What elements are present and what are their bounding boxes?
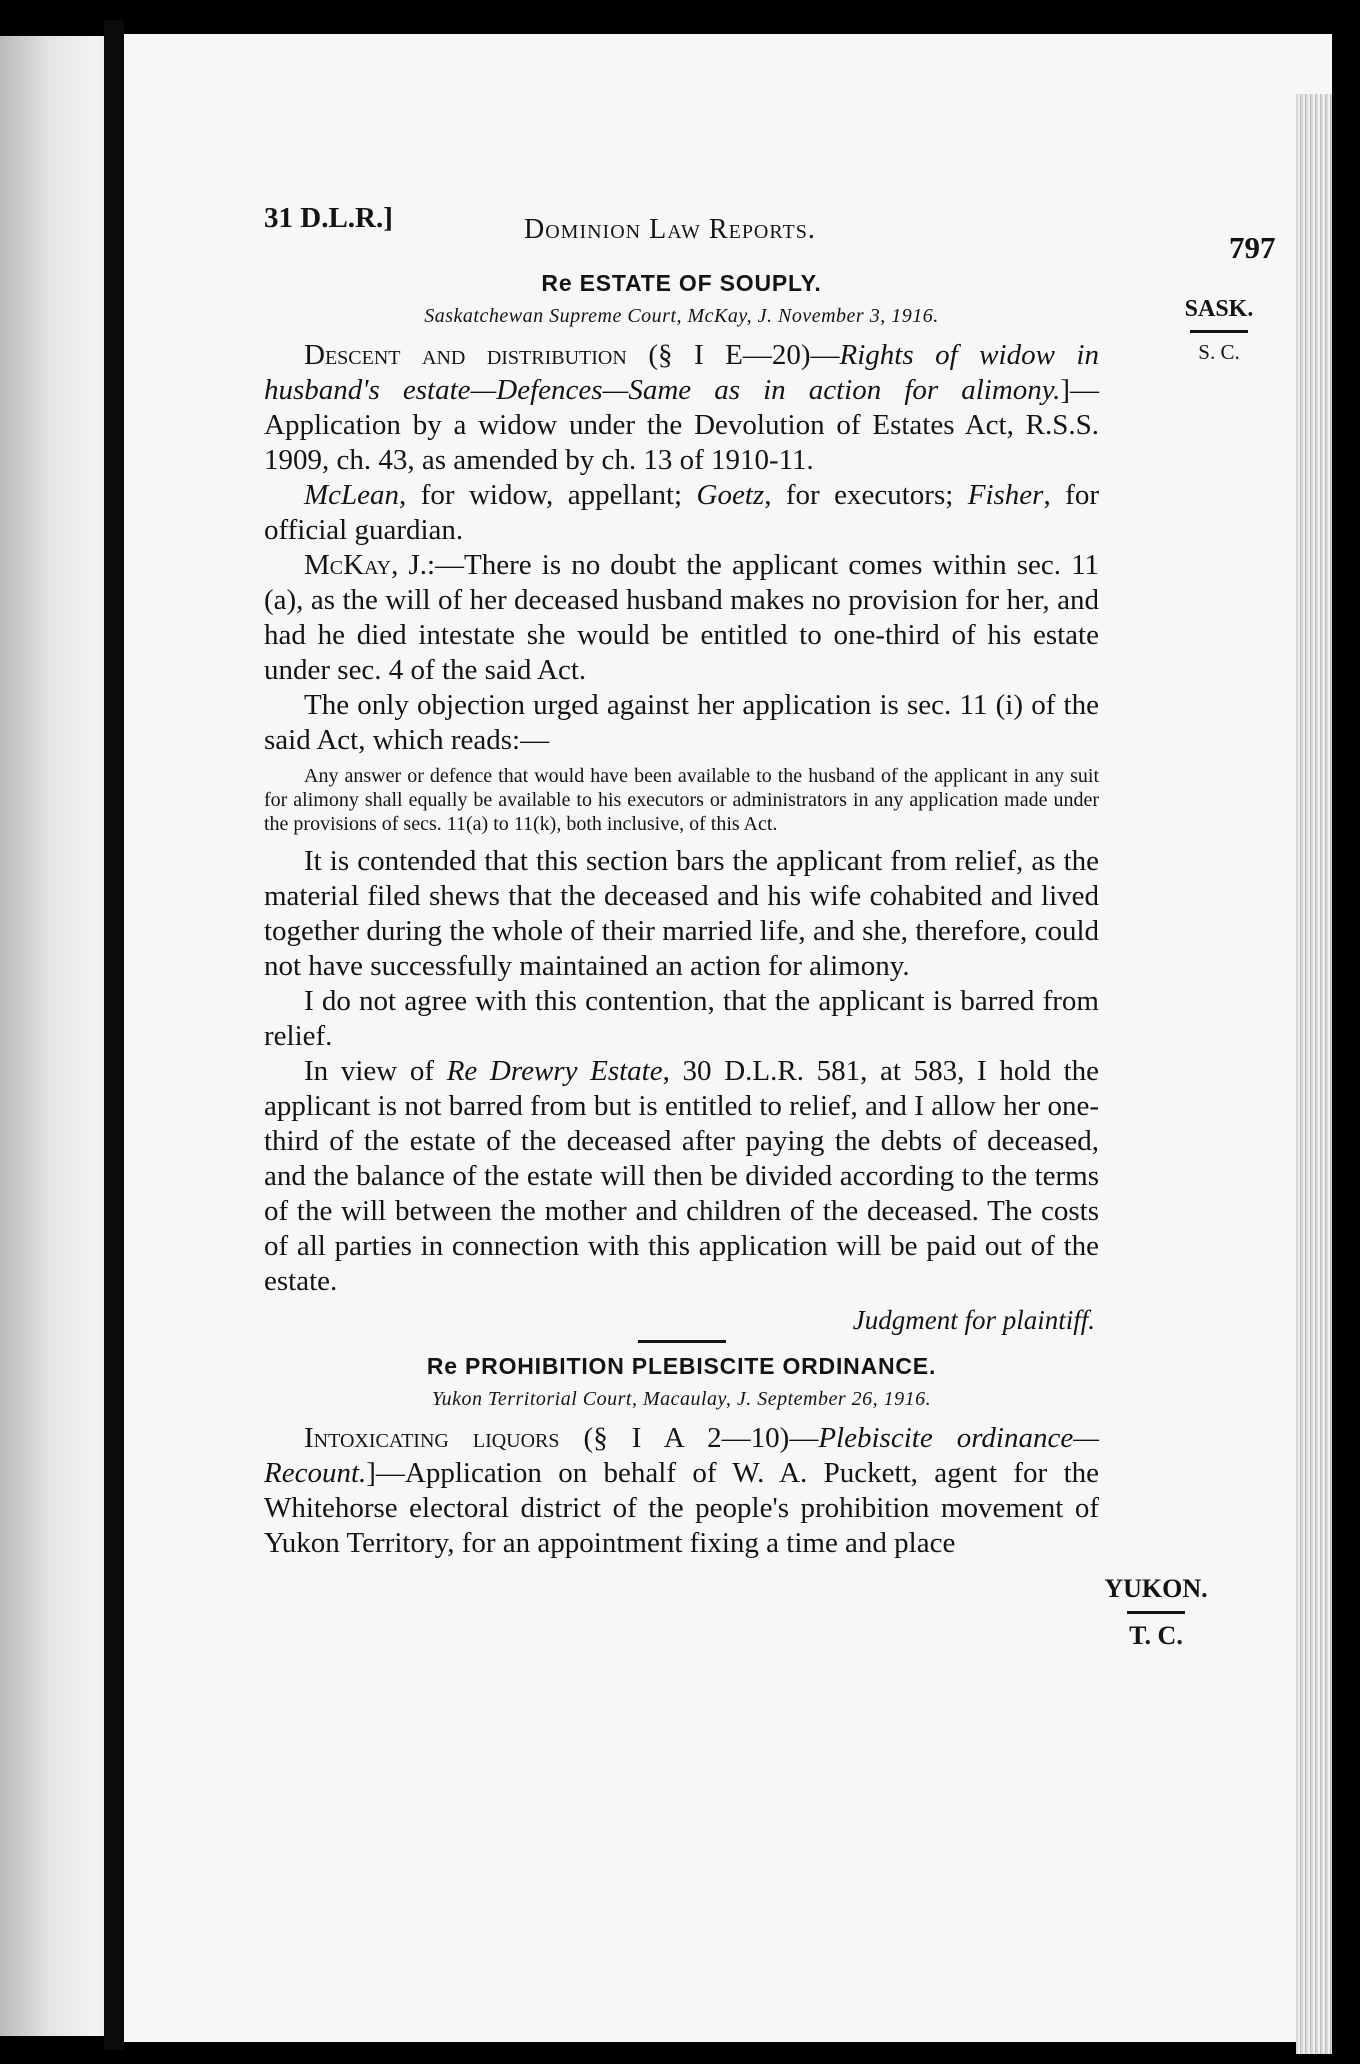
margin-court: T. C.	[1129, 1621, 1183, 1650]
case-title: Re ESTATE OF SOUPLY.	[541, 270, 822, 296]
book-spine	[104, 20, 124, 2050]
headnote-text: ]—Application on behalf of W. A. Puckett, agent for the Whitehorse electoral district of the people's prohibition movement of Yukon Territory, for an appointment fixing a time and place	[264, 1457, 1099, 1559]
paragraph-text: , 30 D.L.R. 581, at 583, I hold the applicant is not barred from but is entitled to relief, and I allow her one-third of the estate of the deceased after paying the debts of deceased, and the balance of the estate will then be divided according to the terms of the will between the mother and children of the deceased. The costs of all parties in connection with this application will be paid out of the estate.	[264, 1055, 1100, 1297]
page-stack-edge	[1296, 94, 1332, 2054]
headnote-italic: Rights of widow in husband's estate—Defences—Same as in action for alimony.	[264, 339, 1099, 406]
margin-rule	[1127, 1611, 1185, 1614]
margin-court: S. C.	[1198, 340, 1240, 364]
volume-reference: 31 D.L.R.]	[264, 202, 393, 234]
headnote-topic: Intoxicating liquors	[304, 1422, 560, 1454]
text-column	[264, 270, 1099, 1561]
headnote	[264, 338, 1099, 478]
case-separator	[638, 1340, 726, 1343]
running-title: Dominion Law Reports.	[524, 214, 816, 245]
paragraph-text: :—There is no doubt the applicant comes within sec. 11 (a), as the will of her deceased husband makes no provision for her, and had he died intestate she would be entitled to one-third of his estate under sec. 4 of the said Act.	[264, 549, 1099, 686]
headnote-italic: Plebiscite ordinance—Recount.	[264, 1422, 1100, 1489]
counsel-name: McLean	[304, 479, 400, 511]
opinion-paragraph: The only objection urged against her application is sec. 11 (i) of the said Act, which reads:—	[264, 689, 1099, 756]
margin-note-yukon	[1096, 1574, 1216, 1651]
counsel-role: , for official guardian.	[264, 479, 1099, 546]
margin-province: SASK.	[1184, 296, 1254, 322]
counsel-name: Fisher	[967, 479, 1044, 511]
judge-name: McKay, J.	[304, 549, 427, 581]
counsel-role: , for widow, appellant;	[399, 479, 697, 511]
court-line: Saskatchewan Supreme Court, McKay, J. November 3, 1916.	[424, 305, 939, 327]
case-title: Re PROHIBITION PLEBISCITE ORDINANCE.	[426, 1353, 937, 1379]
opinion-paragraph: I do not agree with this contention, that the applicant is barred from relief.	[264, 985, 1099, 1052]
statute-quote: Any answer or defence that would have been available to the husband of the applicant in any suit for alimony shall equally be available to his executors or administrators in any application made under the provisions of secs. 11(a) to 11(k), both inclusive, of this Act.	[264, 765, 1099, 835]
cited-case: Re Drewry Estate	[446, 1055, 663, 1087]
page-number: 797	[1229, 230, 1276, 265]
headnote-section: (§ I E—20)—	[626, 339, 840, 371]
opinion-paragraph: It is contended that this section bars the applicant from relief, as the material filed shews that the deceased and his wife cohabited and lived together during the whole of their married life, and she, therefore, could not have successfully maintained an action for alimony.	[264, 845, 1099, 982]
headnote-topic: Descent and distribution	[304, 339, 627, 371]
headnote	[264, 1421, 1099, 1561]
counsel-role: , for executors;	[764, 479, 968, 511]
margin-province: YUKON.	[1104, 1574, 1208, 1603]
paragraph-text: In view of	[304, 1055, 447, 1087]
margin-rule	[1190, 330, 1248, 333]
counsel-line	[264, 478, 1099, 548]
headnote-text: ]—Application by a widow under the Devolution of Estates Act, R.S.S. 1909, ch. 43, as amended by ch. 13 of 1910-11.	[264, 374, 1099, 476]
headnote-section: (§ I A 2—10)—	[559, 1422, 819, 1454]
judgment-line: Judgment for plaintiff.	[852, 1305, 1095, 1335]
counsel-name: Goetz	[696, 479, 765, 511]
book-page	[124, 34, 1332, 2042]
opinion-paragraph	[264, 548, 1099, 688]
court-line: Yukon Territorial Court, Macaulay, J. September 26, 1916.	[431, 1388, 932, 1410]
opinion-paragraph	[264, 1054, 1099, 1299]
margin-note-sask	[1159, 296, 1279, 365]
